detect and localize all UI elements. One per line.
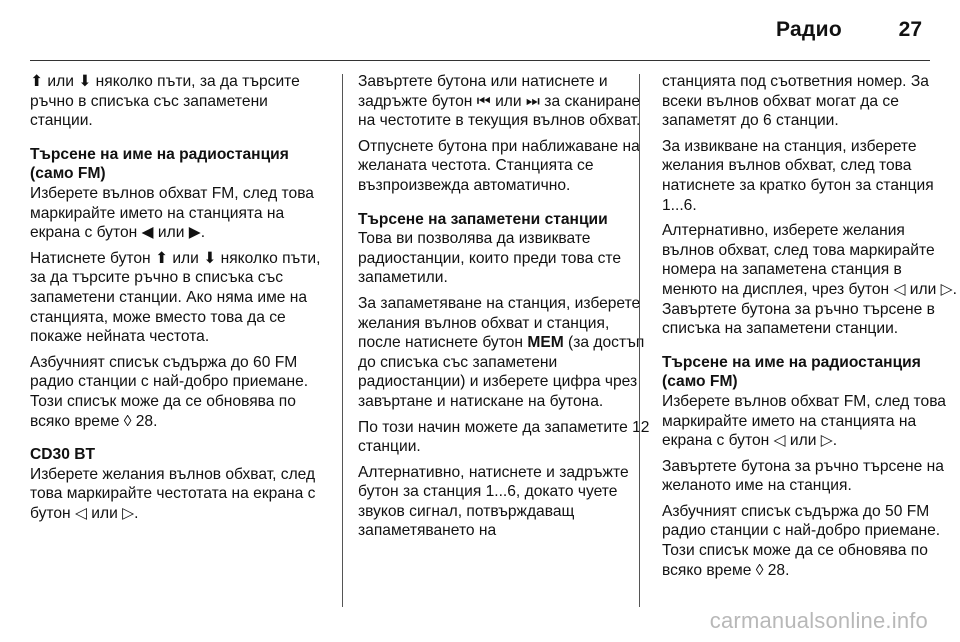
paragraph: станцията под съответния номер. За всеки вълнов обхват могат да се запаметят до 6 станции.	[662, 73, 929, 130]
paragraph: Завъртете бутона или натиснете и задръжте бутон ⏮ или ⏭ за сканиране на честотите в текущия вълнов обхват.	[358, 73, 641, 130]
paragraph: За извикване на станция, изберете желания вълнов обхват, след това натиснете за кратко бутон за станция 1...6.	[662, 137, 934, 214]
paragraph: Азбучният списък съдържа до 50 FM радио станции с най-добро приемане. Този списък може да се обновява по всяко време ◊ 28.	[662, 502, 941, 579]
paragraph	[358, 294, 656, 412]
section-heading: Търсене на име на радиостанция (само FM)	[662, 353, 921, 391]
paragraph: По този начин можете да запаметите 12 станции.	[358, 418, 650, 456]
paragraph: Азбучният списък съдържа до 60 FM радио станции с най-добро приемане. Този списък може да се обновява по всяко време ◊ 28.	[30, 353, 309, 430]
text-column-2	[358, 72, 656, 547]
mem-button-label: MEM	[527, 334, 564, 352]
paragraph: ⬆ или ⬇ няколко пъти, за да търсите ръчно в списъка със запаметени станции.	[30, 73, 300, 130]
text-run: За запаметяване на станция, изберете желания вълнов обхват и станция, после натиснете бутон	[358, 294, 641, 352]
paragraph: Изберете желания вълнов обхват, след това маркирайте честотата на екрана с бутон ◁ или ▷.	[30, 465, 316, 522]
paragraph: Отпуснете бутона при наближаване на желаната честота. Станцията се възпроизвежда автоматично.	[358, 137, 640, 194]
column-divider	[639, 74, 640, 607]
paragraph: Изберете вълнов обхват FM, след това маркирайте името на станцията на екрана с бутон ◁ или ▷.	[662, 392, 946, 450]
page-header	[0, 0, 960, 62]
paragraph: Натиснете бутон ⬆ или ⬇ няколко пъти, за да търсите ръчно в списъка със запаметени станции. Ако няма име на станцията, може вместо това да се покаже нейната честота.	[30, 249, 321, 346]
header-divider	[30, 60, 930, 61]
page-title: Радио	[776, 18, 842, 41]
section-heading: Търсене на име на радиостанция (само FM)	[30, 145, 289, 183]
section-heading: Търсене на запаметени станции	[358, 210, 608, 228]
watermark-link[interactable]: carmanualsonline.info	[709, 608, 928, 633]
text-run: (за достъп до списъка със запаметени радиостанции) и изберете цифра чрез завъртане и натискане на бутона.	[358, 334, 645, 410]
paragraph: Завъртете бутона за ръчно търсене на желаното име на станция.	[662, 457, 944, 495]
paragraph: Алтернативно, изберете желания вълнов обхват, след това маркирайте номера на запаметена станция в менюто на дисплея, чрез бутон ◁ или ▷. Завъртете бутона за ръчно търсене в списъка на запаметени станции.	[662, 222, 957, 338]
section-heading: CD30 BT	[30, 446, 95, 464]
paragraph: Изберете вълнов обхват FM, след това маркирайте името на станцията на екрана с бутон ◀ или ▶.	[30, 184, 314, 242]
paragraph: Това ви позволява да извиквате радиостанции, които преди това сте запаметили.	[358, 230, 622, 287]
text-column-1	[30, 72, 328, 529]
text-column-3	[662, 72, 960, 586]
page-number: 27	[898, 18, 922, 41]
column-divider	[342, 74, 343, 607]
paragraph: Алтернативно, натиснете и задръжте бутон за станция 1...6, докато чуете звуков сигнал, потвърждаващ запаметяването на	[358, 463, 629, 540]
